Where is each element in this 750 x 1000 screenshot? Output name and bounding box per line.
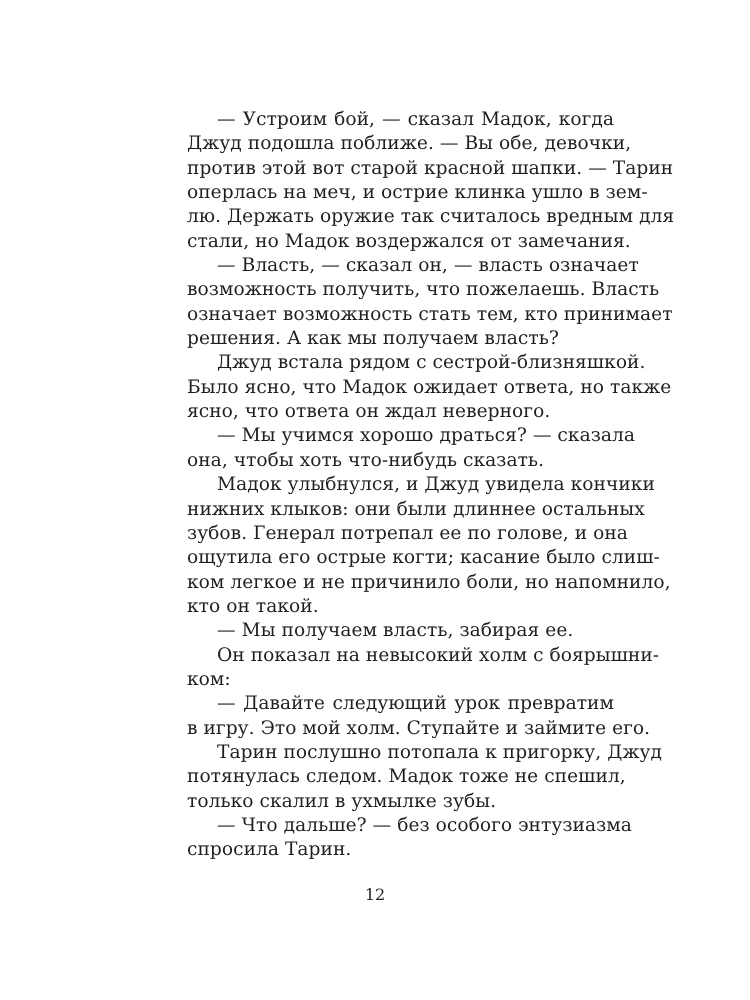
text-line: Он показал на невысокий холм с боярышни- — [217, 644, 660, 666]
text-line: Тарин послушно потопала к пригорку, Джуд — [217, 741, 663, 763]
body-text — [187, 108, 675, 863]
text-line: в игру. Это мой холм. Ступайте и займите его. — [187, 717, 651, 739]
text-line: оперлась на меч, и острие клинка ушло в зем- — [187, 182, 648, 204]
text-line: — Устроим бой, — сказал Мадок, когда — [217, 109, 614, 130]
text-line: спросила Тарин. — [187, 839, 352, 861]
text-line: означает возможность стать тем, кто принимает — [187, 303, 673, 325]
page-number: 12 — [364, 885, 386, 904]
text-line: Джуд встала рядом с сестрой-близняшкой. — [217, 352, 646, 374]
text-line: — Власть, — сказал он, — власть означает — [217, 255, 639, 277]
text-line: зубов. Генерал потрепал ее по голове, и она — [187, 522, 628, 544]
text-line: ком: — [187, 668, 231, 690]
text-line: Мадок улыбнулся, и Джуд увидела кончики — [217, 474, 655, 496]
text-line: — Что дальше? — без особого энтузиазма — [217, 814, 632, 836]
text-line: она, чтобы хоть что-нибудь сказать. — [187, 449, 545, 471]
text-line: решения. А как мы получаем власть? — [187, 328, 559, 350]
text-line: ком легкое и не причинило боли, но напомнило, — [187, 571, 671, 593]
text-line: — Мы получаем власть, забирая ее. — [217, 620, 574, 642]
text-line: нижних клыков: они были длиннее остальных — [187, 498, 645, 520]
text-line: стали, но Мадок воздержался от замечания. — [187, 230, 631, 252]
text-line: кто он такой. — [187, 595, 319, 617]
text-line: Джуд подошла поближе. — Вы обе, девочки, — [187, 133, 632, 155]
text-line: потянулась следом. Мадок тоже не спешил, — [187, 766, 626, 788]
text-line: — Мы учимся хорошо драться? — сказала — [217, 425, 636, 447]
text-line: Было ясно, что Мадок ожидает ответа, но также — [187, 376, 672, 398]
text-line: ясно, что ответа он ждал неверного. — [187, 401, 551, 423]
text-line: лю. Держать оружие так считалось вредным для — [187, 206, 675, 228]
text-line: против этой вот старой красной шапки. — Тарин — [187, 157, 674, 179]
text-line: — Давайте следующий урок превратим — [217, 693, 614, 715]
text-line: только скалил в ухмылке зубы. — [187, 790, 497, 812]
text-line: ощутила его острые когти; касание было слиш- — [187, 547, 660, 569]
text-line: возможность получить, что пожелаешь. Власть — [187, 279, 660, 301]
